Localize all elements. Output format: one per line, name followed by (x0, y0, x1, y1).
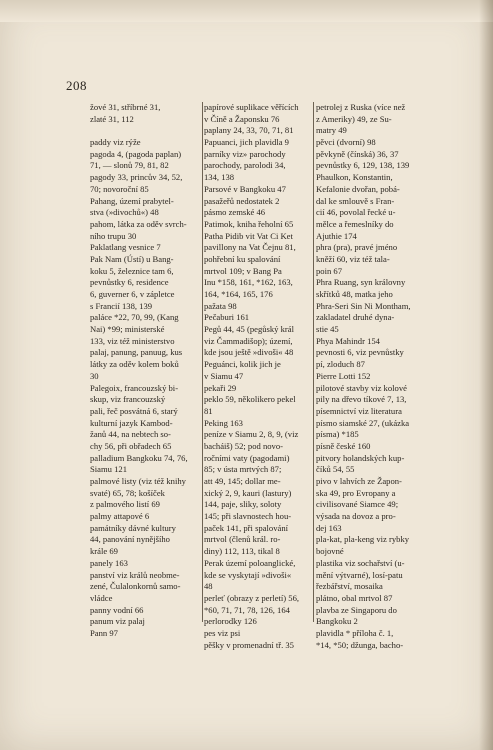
index-entry-line: civilisované Siamce 49; (316, 499, 399, 510)
index-entry-line: Peking 163 (204, 417, 243, 428)
index-entry-line: Pann 97 (90, 627, 118, 638)
index-column-middle (204, 102, 312, 651)
index-entry-line: mění výtvarné), losí-patu (316, 569, 403, 580)
index-entry-line: dal ke smlouvě s Fran- (316, 195, 395, 206)
index-column-left (90, 102, 202, 640)
index-entry-line: 85; v ústa mrtvých 87; (204, 464, 282, 475)
index-entry-line: Peguánci, kolik jich je (204, 359, 281, 370)
index-entry-line: papírové suplikace věřících (204, 102, 299, 112)
index-entry-line: bojovné (316, 546, 344, 557)
index-entry-line: pevnůstky 6, 129, 138, 139 (316, 160, 410, 171)
index-entry-line: ročními vaty (pagodami) (204, 452, 290, 463)
index-entry-line: krále 69 (90, 546, 118, 557)
column-divider (202, 102, 203, 622)
index-entry-line: petrolej z Ruska (více než (316, 102, 406, 112)
index-entry-line: výsada na dovoz a pro- (316, 511, 396, 522)
index-entry-line: pla-kat, pla-keng viz rybky (316, 534, 410, 545)
index-entry-line: Bangkoku 2 (316, 616, 358, 627)
index-entry-line: pekaři 29 (204, 382, 237, 393)
index-entry-line: písemnictví viz literatura (316, 405, 402, 416)
index-entry-line: Patha Pidib vit Vat Ci Ket (204, 230, 293, 241)
index-entry-line: pevnůstky 6, residence (90, 277, 169, 288)
index-entry-line: vládce (90, 592, 113, 603)
index-entry-line: z Ameriky) 49, ze Su- (316, 113, 392, 124)
index-entry-line: pitvory holandských kup- (316, 452, 405, 463)
index-entry-line: Siamu 121 (90, 464, 128, 475)
index-entry-line: písmo siamské 27, (ukázka (316, 417, 410, 428)
page-binding-shadow (479, 0, 493, 750)
index-entry-line: Palegoix, francouzský bi- (90, 382, 179, 393)
index-entry-line: Pečaburi 161 (204, 312, 250, 323)
index-entry-line: pohřební ku spalování (204, 253, 281, 264)
index-entry-line: *60, 71, 71, 78, 126, 164 (204, 604, 290, 615)
page-number: 208 (66, 78, 87, 93)
index-entry-line: peníze v Siamu 2, 8, 9, (viz (204, 429, 299, 440)
index-entry-line: pagoda 4, (pagoda paplan) (90, 148, 182, 159)
index-entry-line: chy 56, při obřadech 65 (90, 440, 172, 451)
index-entry-line: pavillony na Vat Čejnu 81, (204, 242, 296, 253)
index-entry-line: paddy viz rýže (90, 137, 141, 148)
index-entry-line: pevnosti 6, viz pevnůstky (316, 347, 404, 358)
index-entry-line: plavidla * příloha č. 1, (316, 627, 394, 638)
index-entry-line: Pahang, území prabytel- (90, 195, 174, 206)
index-entry-line: kněží 60, viz též tala- (316, 253, 390, 264)
index-entry-line: peklo 59, několikero pekel (204, 394, 296, 405)
index-entry-line: pasažeřů nedostatek 2 (204, 195, 280, 206)
index-entry-line: pěvci (dvorní) 98 (316, 137, 376, 148)
index-entry-line: mrtvol (členů král. ro- (204, 534, 281, 545)
index-entry-line: pes viz psi (204, 627, 241, 638)
index-entry-line: ního trupu 30 (90, 230, 137, 241)
index-entry-line: v Siamu 47 (204, 370, 244, 381)
index-entry-line: palmy attapové 6 (90, 511, 150, 522)
index-entry-line: 81 (204, 405, 213, 416)
index-entry-line: plátno, obal mrtvol 87 (316, 592, 393, 603)
index-entry-line: perleť (obrazy z perletí) 56, (204, 592, 300, 603)
index-entry-line: číků 54, 55 (316, 464, 355, 475)
index-entry-line: pilotové stavby viz kolové (316, 382, 407, 393)
index-entry-line: paplany 24, 33, 70, 71, 81 (204, 125, 294, 136)
index-entry-line: Papuanci, jich plavidla 9 (204, 137, 289, 148)
index-entry-line: památníky dávné kultury (90, 522, 176, 533)
index-entry-line: žové 31, stříbrné 31, (90, 102, 161, 112)
index-entry-line: diny) 112, 113, tikal 8 (204, 546, 280, 557)
index-entry-line: Pierre Lotti 152 (316, 370, 371, 381)
index-entry-line: poin 67 (316, 265, 343, 276)
index-entry-line: zlaté 31, 112 (90, 113, 134, 124)
index-entry-line: Phra Ruang, syn královny (316, 277, 406, 288)
index-entry-line: phra (pra), pravé jméno (316, 242, 398, 253)
index-entry-line: plastika viz sochařství (u- (316, 557, 405, 568)
index-entry-line: 134, 138 (204, 172, 235, 183)
index-entry-line: pěvkyně (čínská) 36, 37 (316, 148, 399, 159)
index-entry-line: paček 141, při spalování (204, 522, 289, 533)
column-divider (313, 102, 314, 622)
index-entry-line: písma) *185 (316, 429, 359, 440)
index-entry-line: 30 (90, 370, 99, 381)
index-column-right (316, 102, 436, 651)
index-entry-line: v Číně a Žaponsku 76 (204, 113, 280, 124)
index-entry-line: *14, *50; džunga, bacho- (316, 639, 404, 650)
index-entry-line: látky za oděv kolem boků (90, 359, 179, 370)
index-entry-line: řezbářství, mosaika (316, 581, 383, 592)
index-entry-line: Phaulkon, Konstantin, (316, 172, 393, 183)
index-entry-line: Parsové v Bangkoku 47 (204, 183, 286, 194)
index-entry-line: pásmo zemské 46 (204, 207, 266, 218)
index-entry-line: perlorodky 126 (204, 616, 257, 627)
index-entry-line: mrtvol 109; v Bang Pa (204, 265, 282, 276)
index-entry-line: 164, *164, 165, 176 (204, 289, 273, 299)
index-entry-line: kde se vyskytají »divoši« (204, 569, 292, 580)
index-entry-line: viz Čammadišop); území, (204, 335, 293, 346)
index-entry-line: Phra-Seri Sin Ni Montham, (316, 300, 411, 311)
index-entry-line: Pegů 44, 45 (pegůský král (204, 324, 294, 335)
index-entry-line: att 49, 145; dollar me- (204, 476, 281, 486)
page-top-edge (0, 0, 493, 22)
index-entry-line: písně české 160 (316, 440, 371, 451)
index-entry-line: dej 163 (316, 522, 342, 533)
index-entry-line: skřítků 48, matka jeho (316, 289, 393, 299)
index-entry-line: ska 49, pro Evropany a (316, 487, 396, 498)
index-entry-line: xický 2, 9, kauri (lastury) (204, 487, 292, 498)
index-entry-line: Inu *158, 161, *162, 163, (204, 277, 293, 288)
index-entry-line: zakladatel druhé dyna- (316, 312, 395, 323)
index-entry-line (90, 125, 202, 137)
index-entry-line: 48 (204, 581, 213, 592)
index-entry-line: palaj, panung, panuug, kus (90, 347, 183, 358)
index-entry-line: panství viz králů neobme- (90, 569, 180, 580)
index-entry-line: Nai) *99; ministerské (90, 324, 165, 335)
index-entry-line: pažata 98 (204, 300, 237, 311)
index-entry-line: pily na dřevo tíkové 7, 13, (316, 394, 407, 405)
index-entry-line: skup, viz francouzský (90, 394, 166, 405)
index-entry-line: pivo v lahvích ze Žapon- (316, 476, 402, 486)
index-entry-line: 70; novoroční 85 (90, 183, 149, 194)
index-entry-line: svaté) 65, 78; košíček (90, 487, 165, 498)
index-entry-line: mělce a řemeslníky do (316, 218, 394, 229)
index-entry-line: 44, panování nynějšího (90, 534, 170, 545)
index-entry-line: koku 5, železnice tam 6, (90, 265, 174, 276)
index-entry-line: stie 45 (316, 324, 339, 335)
index-entry-line: parníky viz» parochody (204, 148, 286, 159)
index-entry-line: 71, — slonů 79, 81, 82 (90, 160, 169, 171)
index-entry-line: Phya Mahindr 154 (316, 335, 380, 346)
index-entry-line: Paklatlang vesnice 7 (90, 242, 161, 253)
index-entry-line: Ajuthie 174 (316, 230, 357, 241)
index-entry-line: 6, guverner 6, v zápletce (90, 289, 175, 299)
index-entry-line: panely 163 (90, 557, 128, 568)
index-entry-line: pahom, látka za oděv svrch- (90, 218, 187, 229)
index-entry-line: panny vodní 66 (90, 604, 144, 615)
index-entry-line: 144, paje, sliky, soloty (204, 499, 282, 510)
index-entry-line: cií 46, povolal řecké u- (316, 207, 396, 218)
index-entry-line: kde jsou ještě »divoši« 48 (204, 347, 294, 358)
index-entry-line: bacháiš) 52; pod novo- (204, 440, 283, 451)
index-entry-line: paláce *22, 70, 99, (Kang (90, 312, 179, 323)
index-entry-line: palladium Bangkoku 74, 76, (90, 452, 188, 463)
index-entry-line: pí, zloduch 87 (316, 359, 365, 370)
index-entry-line: pagody 33, princův 34, 52, (90, 172, 183, 183)
index-entry-line: 133, viz též ministerstvo (90, 335, 175, 346)
index-entry-line: plavba ze Singaporu do (316, 604, 397, 615)
index-entry-line: Perak území poloanglické, (204, 557, 296, 568)
index-entry-line: stva (»divochů«) 48 (90, 207, 159, 218)
index-entry-line: pali, řeč posvátná 6, starý (90, 405, 178, 416)
index-entry-line: žanů 44, na nebtech so- (90, 429, 171, 440)
index-entry-line: palmové listy (viz též knihy (90, 476, 186, 486)
index-entry-line: Kefalonie dvořan, pobá- (316, 183, 400, 194)
index-entry-line: pěšky v promenadní tř. 35 (204, 639, 294, 650)
index-entry-line: 145; při slavnostech hou- (204, 511, 292, 522)
index-entry-line: s Francií 138, 139 (90, 300, 153, 311)
index-entry-line: panum viz palaj (90, 616, 145, 627)
index-entry-line: parochody, parolodi 34, (204, 160, 286, 171)
index-entry-line: Pak Nam (Ústí) u Bang- (90, 253, 174, 264)
index-entry-line: Patimok, kniha řeholní 65 (204, 218, 294, 229)
index-entry-line: matry 49 (316, 125, 347, 136)
index-entry-line: zené, Čulalonkornů samo- (90, 581, 181, 592)
index-entry-line: kulturní jazyk Kambod- (90, 417, 173, 428)
index-entry-line: z palmového listí 69 (90, 499, 160, 510)
